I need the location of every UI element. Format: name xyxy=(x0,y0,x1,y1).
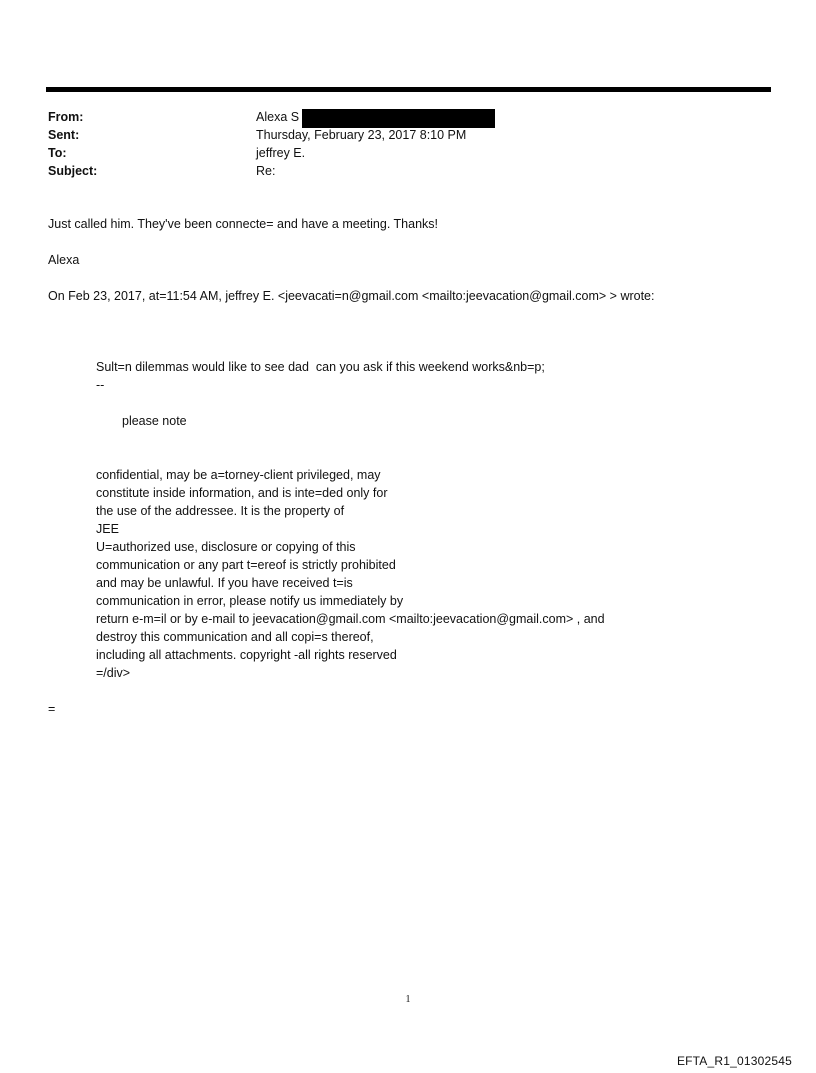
disclaimer-line: including all attachments. copyright -all rights reserved xyxy=(96,648,397,662)
from-label: From: xyxy=(48,110,84,124)
quote-intro: On Feb 23, 2017, at=11:54 AM, jeffrey E. <jeevacati=n@gmail.com <mailto:jeevacation@gmail.com> > wrote: xyxy=(48,289,655,303)
sent-value: Thursday, February 23, 2017 8:10 PM xyxy=(256,128,467,142)
signature: Alexa xyxy=(48,253,80,267)
to-value: jeffrey E. xyxy=(256,146,306,160)
disclaimer-line: constitute inside information, and is inte=ded only for xyxy=(96,486,388,500)
disclaimer-line: communication or any part t=ereof is strictly prohibited xyxy=(96,558,396,572)
subject-label: Subject: xyxy=(48,164,98,178)
disclaimer-line: return e-m=il or by e-mail to jeevacation@gmail.com <mailto:jeevacation@gmail.com> , and xyxy=(96,612,605,626)
signature-separator: -- xyxy=(96,378,105,392)
quoted-text: Sult=n dilemmas would like to see dad can you ask if this weekend works&nb=p; xyxy=(96,360,545,374)
disclaimer-line: =/div> xyxy=(96,666,131,680)
from-value: Alexa S xyxy=(256,110,300,124)
body-line: Just called him. They've been connecte= and have a meeting. Thanks! xyxy=(48,217,439,231)
header-rule xyxy=(46,87,771,92)
disclaimer-line: JEE xyxy=(96,522,119,536)
to-label: To: xyxy=(48,146,67,160)
subject-value: Re: xyxy=(256,164,276,178)
please-note: please note xyxy=(122,414,187,428)
document-id: EFTA_R1_01302545 xyxy=(676,1054,792,1068)
trailer-mark: = xyxy=(48,702,56,716)
disclaimer-line: the use of the addressee. It is the property of xyxy=(96,504,345,518)
page-number: 1 xyxy=(405,994,411,1005)
disclaimer-line: destroy this communication and all copi=s thereof, xyxy=(96,630,374,644)
disclaimer-line: communication in error, please notify us immediately by xyxy=(96,594,404,608)
sent-label: Sent: xyxy=(48,128,80,142)
disclaimer-line: confidential, may be a=torney-client privileged, may xyxy=(96,468,381,482)
disclaimer-line: U=authorized use, disclosure or copying of this xyxy=(96,540,356,554)
disclaimer-line: and may be unlawful. If you have received t=is xyxy=(96,576,353,590)
